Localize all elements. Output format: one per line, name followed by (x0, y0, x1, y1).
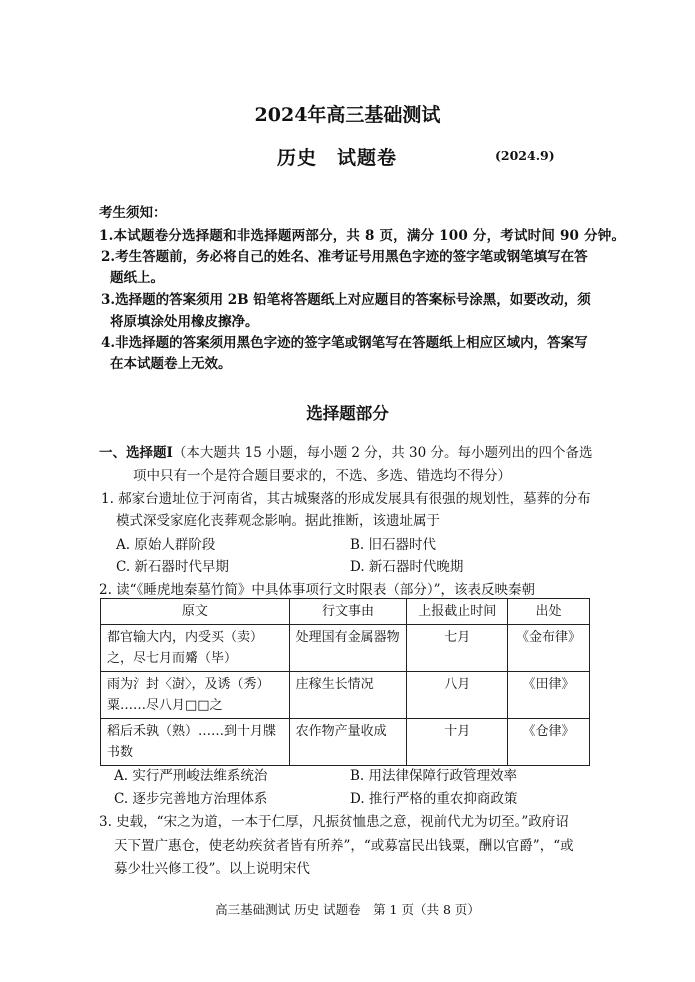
table-cell: 十月 (407, 719, 508, 766)
notice-item: 2.考生答题前，务必将自己的姓名、准考证号用黑色字迹的签字笔或钢笔填写在答 (101, 249, 588, 265)
notice-item: 1.本试题卷分选择题和非选择题两部分，共 8 页，满分 100 分，考试时间 90 分钟。 (99, 228, 626, 244)
exam-title: 2024年高三基础测试 (254, 104, 441, 126)
table-header: 上报截止时间 (407, 599, 508, 625)
question-3: 天下置广惠仓，使老幼疾贫者皆有所养”，“或募富民出钱粟，酬以官爵”，“或 (114, 838, 574, 854)
option: B. 旧石器时代 (350, 537, 437, 553)
table-header: 出处 (508, 599, 590, 625)
table-cell: 《金布律》 (508, 625, 590, 672)
option: B. 用法律保障行政管理效率 (350, 768, 518, 784)
part-desc: 项中只有一个是符合题目要求的，不选、多选、错选均不得分） (133, 468, 511, 484)
question-2: 2. 读“《睡虎地秦墓竹简》中具体事项行文时限表（部分）”，该表反映秦朝 (99, 582, 535, 598)
table-cell: 雨为氵封〈澍〉，及诱（秀）粟……尽八月□□之 (101, 672, 290, 719)
table-cell: 处理国有金属器物 (289, 625, 407, 672)
part-heading: 一、选择题Ⅰ (99, 445, 173, 461)
option: C. 新石器时代早期 (116, 559, 229, 575)
page-footer: 高三基础测试 历史 试题卷 第 1 页（共 8 页） (215, 902, 480, 917)
option: D. 推行严格的重农抑商政策 (350, 791, 518, 807)
section-title: 选择题部分 (306, 404, 389, 423)
notice-item: 在本试题卷上无效。 (110, 356, 232, 372)
option: C. 逐步完善地方治理体系 (114, 791, 268, 807)
notice-item: 4.非选择题的答案须用黑色字迹的签字笔或钢笔写在答题纸上相应区域内，答案写 (101, 335, 588, 351)
option: A. 实行严刑峻法维系统治 (114, 768, 268, 784)
table-header: 原文 (101, 599, 290, 625)
table-cell: 农作物产量收成 (289, 719, 407, 766)
notice-item: 题纸上。 (110, 270, 164, 286)
table-header: 行文事由 (289, 599, 407, 625)
exam-subtitle: 历史 试题卷 (277, 147, 398, 169)
notice-item: 3.选择题的答案须用 2B 铅笔将答题纸上对应题目的答案标号涂黑，如要改动，须 (101, 292, 591, 308)
table-cell: 八月 (407, 672, 508, 719)
time-limit-table (100, 598, 590, 766)
question-1: 模式深受家庭化丧葬观念影响。据此推断，该遗址属于 (116, 513, 440, 529)
exam-date: (2024.9) (495, 148, 555, 163)
table-cell: 稻后禾孰（熟）……到十月牒书数 (101, 719, 290, 766)
question-1: 1. 郝家台遗址位于河南省，其古城聚落的形成发展具有很强的规划性，墓葬的分布 (101, 491, 591, 507)
table-cell: 都官输大内，内受买（卖）之，尽七月而觱（毕） (101, 625, 290, 672)
part-desc: （本大题共 15 小题，每小题 2 分，共 30 分。每小题列出的四个备选 (172, 445, 593, 461)
table-row (101, 672, 590, 719)
notice-heading: 考生须知： (99, 205, 167, 221)
table-cell: 七月 (407, 625, 508, 672)
table-row (101, 719, 590, 766)
notice-item: 将原填涂处用橡皮擦净。 (110, 314, 259, 330)
table-cell: 《田律》 (508, 672, 590, 719)
table-header-row (101, 599, 590, 625)
question-3: 募少壮兴修工役”。以上说明宋代 (114, 861, 310, 877)
table-cell: 庄稼生长情况 (289, 672, 407, 719)
option: A. 原始人群阶段 (116, 537, 216, 553)
table-cell: 《仓律》 (508, 719, 590, 766)
table-row (101, 625, 590, 672)
option: D. 新石器时代晚期 (350, 559, 464, 575)
question-3: 3. 史载，“宋之为道，一本于仁厚，凡振贫恤患之意，视前代尤为切至。”政府诏 (99, 814, 569, 830)
